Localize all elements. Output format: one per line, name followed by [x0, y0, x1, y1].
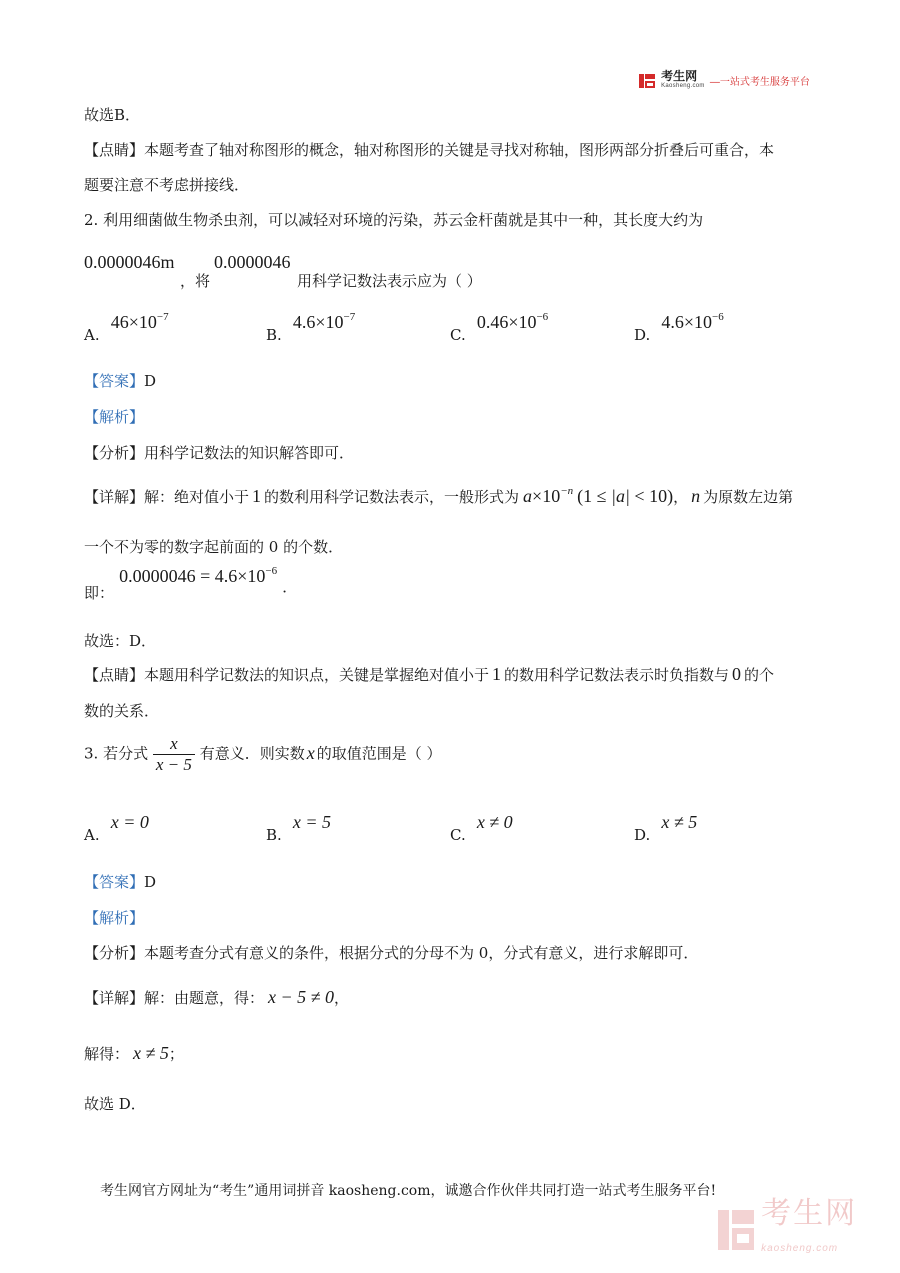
option-label: A.: [84, 326, 100, 344]
detail-text-a: 解：绝对值小于: [144, 488, 250, 506]
footer-text: 考生网官方网址为“考生”通用词拼音 kaosheng.com，诚邀合作伙伴共同打造一站式考生服务平台!: [100, 1183, 717, 1199]
option-base: 0.46×10: [476, 312, 537, 332]
fenxi-text: 本题考查分式有意义的条件，根据分式的分母不为 0，分式有意义，进行求解即可．: [144, 944, 699, 962]
q3-option-c[interactable]: [450, 812, 513, 844]
form-range-post: < 10): [629, 486, 674, 506]
form-exp: −n: [560, 485, 574, 497]
logo-slogan: —一站式考生服务平台: [709, 77, 810, 88]
option-label: C.: [450, 826, 466, 844]
q3-var: x: [306, 742, 315, 763]
q2-conclusion: 故选：D．: [84, 632, 157, 650]
q2-analysis-tag: 【解析】: [84, 408, 145, 426]
fenxi-text: 用科学记数法的知识解答即可．: [144, 444, 355, 462]
q3-stem: [84, 734, 441, 775]
logo-url: Kaosheng.com: [661, 83, 705, 89]
watermark: [716, 1197, 858, 1263]
option-base: 4.6×10: [292, 312, 344, 332]
comment-zero: 0: [732, 664, 742, 684]
q2-option-d[interactable]: [634, 311, 724, 344]
option-expr: x = 0: [110, 812, 149, 832]
q3-option-d[interactable]: [634, 812, 698, 844]
q2-detail-line2: 一个不为零的数字起前面的 0 的个数．: [84, 538, 344, 556]
q2-stem-line1: 2. 利用细菌做生物杀虫剂，可以减轻对环境的污染，苏云金杆菌就是其中一种，其长度大约为: [84, 211, 704, 229]
q2-option-a[interactable]: [84, 311, 169, 344]
q2-option-c[interactable]: [450, 311, 549, 344]
detail-text-b: 的数利用科学记数法表示，一般形式为: [264, 488, 520, 506]
q2-number: 0.0000046: [214, 252, 291, 272]
option-expr: x ≠ 0: [476, 812, 513, 832]
option-base: 46×10: [110, 312, 157, 332]
form-range-pre: (1 ≤: [577, 486, 612, 506]
q2-comment-line2: 数的关系．: [84, 702, 160, 720]
comment-tag: 【点睛】: [84, 141, 145, 159]
slogan-text: 一站式考生服务平台: [719, 77, 810, 88]
jiede-end: ；: [168, 1045, 184, 1063]
jiede-expr: x ≠ 5: [133, 1043, 169, 1063]
ji-exp: −6: [265, 565, 278, 577]
detail-end: ，: [334, 989, 350, 1007]
option-expr: [293, 312, 355, 332]
comment-tag: 【点睛】: [84, 666, 145, 684]
option-exp: −6: [536, 311, 549, 323]
q2-ji: [84, 565, 298, 602]
q2-length-value: 0.0000046m: [84, 252, 175, 272]
q3-analysis-tag: 【解析】: [84, 909, 145, 927]
detail-form: [523, 486, 673, 506]
q3-answer: [84, 871, 156, 892]
option-expr: [477, 312, 548, 332]
detail-tag: 【详解】: [84, 989, 145, 1007]
q2-option-b[interactable]: [266, 311, 356, 344]
answer-value: D: [144, 372, 157, 390]
q3-suffix-a: 有意义．则实数: [199, 744, 305, 763]
ji-formula: [119, 566, 277, 586]
answer-value: D: [144, 873, 157, 891]
answer-tag: 【答案】: [84, 873, 145, 891]
watermark-url: kaosheng.com: [761, 1243, 839, 1254]
option-label: B.: [266, 326, 282, 344]
detail-text: 解：由题意，得：: [144, 989, 265, 1007]
q2-detail-line1: [84, 486, 793, 507]
prev-comment-line2: 题要注意不考虑拼接线．: [84, 176, 250, 194]
option-label: D.: [634, 826, 651, 844]
detail-n: n: [691, 486, 701, 506]
option-label: D.: [634, 326, 651, 344]
q2-stem-line2: 用科学记数法表示应为（ ）: [297, 272, 482, 290]
comment-text-b: 的数用科学记数法表示时负指数与: [504, 666, 730, 684]
q3-fenxi: [84, 942, 698, 963]
comment-text-c: 的个: [744, 666, 775, 684]
option-exp: −6: [712, 311, 724, 323]
form-times10: ×10: [532, 486, 561, 506]
detail-text-c: ，: [673, 488, 689, 506]
q2-fenxi: [84, 442, 354, 463]
option-expr: x ≠ 5: [661, 812, 698, 832]
jiede-label: 解得：: [84, 1045, 130, 1063]
answer-tag: 【答案】: [84, 372, 145, 390]
option-expr: [661, 312, 723, 332]
fenxi-tag: 【分析】: [84, 944, 145, 962]
option-expr: [111, 312, 169, 332]
detail-tag: 【详解】: [84, 488, 145, 506]
frac-den: x − 5: [155, 755, 192, 774]
detail-text-d: 为原数左边第: [703, 488, 794, 506]
form-abs: |a|: [611, 486, 630, 506]
option-expr: x = 5: [292, 812, 332, 832]
q3-detail: [84, 987, 349, 1008]
kaosheng-logo-icon: [638, 72, 656, 90]
prev-conclusion: 故选B．: [84, 106, 141, 124]
option-exp: −7: [343, 311, 356, 323]
comment-one: 1: [492, 664, 502, 684]
q2-comma-jiang: ，将: [180, 272, 211, 290]
ji-label: 即：: [84, 584, 115, 602]
q3-conclusion: 故选 D．: [84, 1095, 146, 1113]
option-label: C.: [450, 326, 466, 344]
comment-text-a: 本题用科学记数法的知识点，关键是掌握绝对值小于: [144, 666, 490, 684]
form-a: a: [523, 486, 533, 506]
detail-one: 1: [252, 486, 262, 506]
watermark-logo-icon: [716, 1206, 756, 1258]
logo-name: 考生网: [661, 69, 698, 83]
q2-comment-line1: [84, 664, 774, 685]
q3-prefix: 3. 若分式: [84, 744, 149, 763]
header-logo: [638, 70, 810, 91]
option-label: B.: [266, 826, 282, 844]
frac-num: x: [153, 734, 195, 755]
ji-end: ．: [282, 578, 298, 596]
fenxi-tag: 【分析】: [84, 444, 145, 462]
q2-answer: [84, 370, 156, 391]
option-label: A.: [84, 826, 100, 844]
comment-text: 本题考查了轴对称图形的概念，轴对称图形的关键是寻找对称轴，图形两部分折叠后可重合，本: [144, 141, 775, 159]
q3-jiede: [84, 1043, 184, 1064]
prev-comment-line1: [84, 139, 774, 160]
option-base: 4.6×10: [661, 312, 713, 332]
detail-expr: x − 5 ≠ 0: [268, 987, 335, 1007]
q3-option-b[interactable]: [266, 812, 332, 844]
ji-formula-base: 0.0000046 = 4.6×10: [119, 566, 266, 586]
q3-suffix-b: 的取值范围是（ ）: [316, 744, 442, 763]
q3-option-a[interactable]: [84, 812, 149, 844]
option-exp: −7: [156, 311, 169, 323]
q3-fraction: [153, 734, 195, 775]
watermark-name: 考生网: [761, 1197, 858, 1230]
